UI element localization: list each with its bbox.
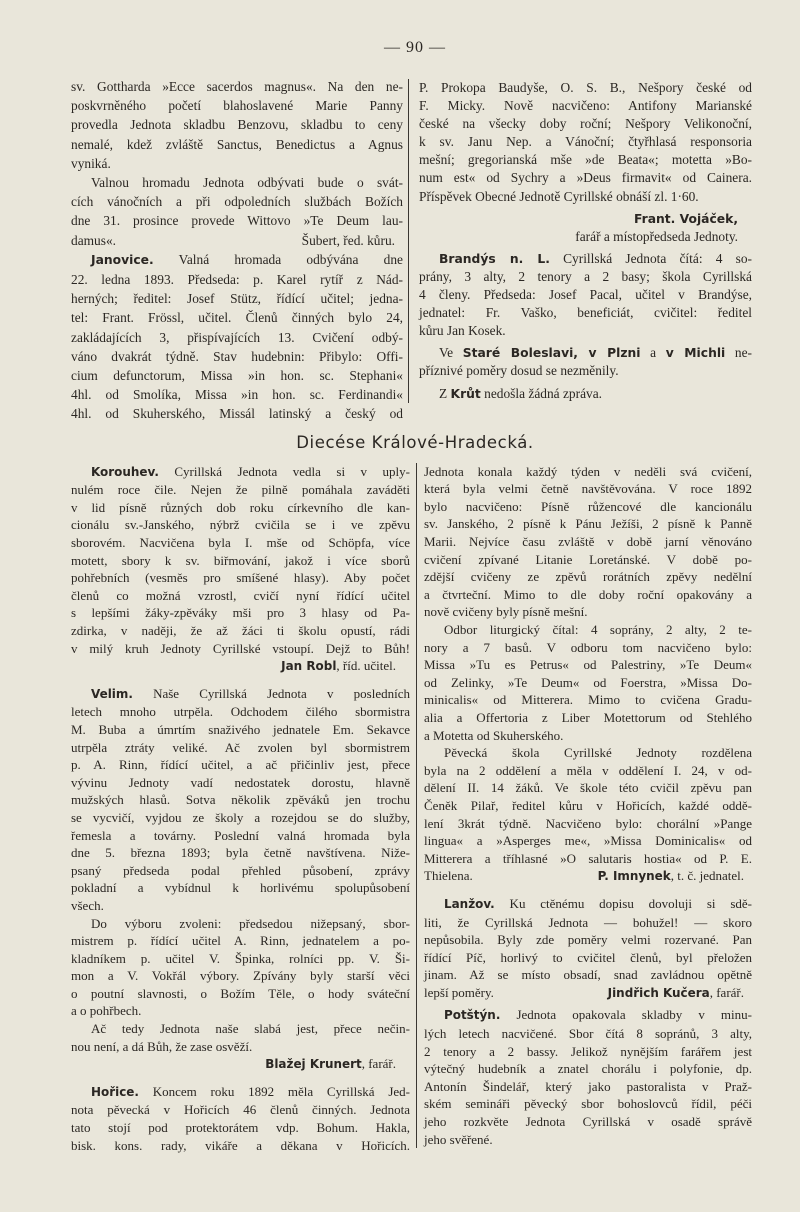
text-run: váno dvakrát týdně. Stav hudebnin: Přibylo: Offi- (71, 348, 403, 364)
signature (71, 657, 410, 676)
text-run: Missa »Tu es Petrus« od Palestriny, »Te Deum« (424, 657, 752, 673)
text-run: vyniká. (71, 155, 111, 171)
text-run: 4 členy. Předseda: Josef Pacal, učitel v Brandýse, (419, 287, 752, 303)
text-run: v lid písně různých dob roku církevního dle kan- (71, 499, 410, 515)
text-run: prány, 3 alty, 2 tenory a 2 basy; škola Cyrillská (419, 268, 752, 284)
text-run: mistrem p. řídící učitel A. Rinn, jednatelem a po- (71, 933, 410, 949)
diocese-heading: Diecése Králové-Hradecká. (296, 432, 534, 452)
text-line (71, 827, 410, 845)
text-line (71, 96, 403, 115)
text-run: 22. ledna 1893. Předseda: p. Karel rytíř z Nád- (71, 272, 403, 288)
top-section (71, 77, 752, 424)
text-run: sborovém. Nacvičena byla I. mše od Schöpfa, více (71, 535, 410, 551)
text-line (424, 463, 752, 481)
text-run: a o pohřbech. (71, 1003, 142, 1019)
text-line (71, 463, 410, 482)
text-run: Z (439, 385, 451, 401)
text-run: tel: Frant. Frössl, učitel. Členů činných bylo 24, (71, 310, 403, 326)
text-run: poskvrněného početí blahoslavené Marie Panny (71, 98, 403, 114)
text-line (71, 1038, 410, 1056)
text-line (424, 568, 752, 586)
text-line (424, 815, 752, 833)
text-line (424, 966, 752, 984)
text-line (71, 328, 403, 347)
text-run: bisk. kons. rady, vikáře a děkana v Hořicích. (71, 1137, 410, 1153)
text-run: psaný předseda podal přehled působení, zprávy (71, 862, 410, 878)
text-line (419, 344, 752, 362)
paragraph (71, 77, 403, 173)
text-run: nepůsobila. Byly zde poměry velmi rozervané. Pan (424, 932, 752, 948)
text-line (71, 640, 410, 658)
text-line (419, 115, 752, 133)
text-line (71, 862, 410, 880)
text-run: Čeněk Pilař, ředitel kůru v Hořicích, každé oddě- (424, 797, 752, 813)
text-line (71, 289, 403, 308)
text-run: mužských hlasů. Sotva několik zpěváků jen trochu (71, 792, 410, 808)
text-run: dne 5. března 1893; byla četně navštívena. Niže- (71, 845, 410, 861)
text-run: tato stojí pod protektorátem vdp. Bohum. Hakla, (71, 1120, 410, 1136)
paragraph (419, 79, 752, 206)
text-line (419, 169, 752, 187)
text-run: ském semináři pěvecký sbor bohoslovců řídil, péči (424, 1096, 752, 1112)
text-run: která byla velmi četně navštěvována. V roce 1892 (424, 481, 752, 497)
text-line (424, 603, 752, 621)
text-run: Ve (439, 345, 463, 361)
paragraph (71, 463, 410, 658)
text-line (71, 516, 410, 534)
text-run: nulém roce čile. Nejen že pilně pomáhala zaváděti (71, 482, 410, 498)
paragraph (71, 1020, 410, 1055)
text-line (424, 1113, 752, 1131)
text-run: Do výboru zvoleni: předsedou nižepsaný, sbor- (91, 915, 410, 931)
text-run: , t. č. jednatel. (670, 868, 744, 884)
text-line (71, 915, 410, 933)
text-run: jednatel: Fr. Vaško, beneficiát, cvičitel: ředitel (419, 305, 752, 321)
text-line (71, 703, 410, 721)
text-run: mešní; gregorianská mše »de Beata«; motetta »Bo- (419, 152, 752, 168)
text-run: lingua« a »Asperges me«, »Missa Dominicalis« od (424, 833, 752, 849)
text-line (71, 250, 403, 270)
text-line (419, 97, 752, 115)
text-run: kladníkem p. učitel V. Špinka, rolníci pp. V. Ši- (71, 950, 410, 966)
text-run: minicalis« od Mitterera. Mimo to cvičena Gradu- (424, 692, 752, 708)
text-line (419, 286, 752, 304)
paragraph (419, 344, 752, 380)
text-run: nově cvičeny byly písně mešní. (424, 604, 588, 620)
text-run: Valná hromada odbývána dne (153, 251, 403, 267)
text-run: a čtvrteční. Mimo to dle doby roční opakovány a (424, 586, 752, 602)
text-run: cích vánočních a při odpoledních službách Božích (71, 194, 403, 210)
text-run: dělení II. 14 žáků. Ve škole této cvičil zpěvu pan (424, 780, 752, 796)
text-line (71, 1020, 410, 1038)
text-line (71, 499, 410, 517)
text-run: Šubert, řed. kůru. (301, 232, 395, 248)
text-line (71, 192, 403, 211)
text-run: zdirka, v naději, že až žáci ti školu opustí, rádi (71, 623, 410, 638)
paragraph (71, 250, 403, 424)
text-run: a (640, 345, 666, 361)
text-line (71, 774, 410, 792)
text-line (424, 914, 752, 932)
text-run: v milý kruh Jednoty Cyrillské vstoupí. Dejž to Bůh! (71, 640, 410, 656)
signature (419, 210, 752, 246)
text-line (71, 1002, 410, 1020)
paragraph (71, 1083, 410, 1154)
text-line (71, 211, 403, 230)
text-run: alia a Offertoria z Liber Motettorum od Stehlého (424, 709, 752, 725)
text-line (424, 691, 752, 709)
text-run: Cyrillská Jednota čítá: 4 so- (549, 250, 752, 266)
text-run: lení 3krát týdně. Nacvičeno bylo: chorální »Pange (424, 815, 752, 831)
text-line (71, 173, 403, 192)
text-line (424, 727, 752, 745)
text-line (424, 656, 752, 674)
line-text (424, 984, 494, 1003)
text-line (424, 797, 752, 815)
signature (71, 1055, 410, 1074)
text-line (424, 1131, 752, 1149)
text-run: M. Buba a úmrtím snaživého jednatele Em. Sekavce (71, 721, 410, 737)
text-line (71, 932, 410, 950)
text-line (71, 622, 410, 640)
text-run: pohřebních (vesměs pro smíšené hlasy). Aby počet (71, 570, 410, 586)
text-run: řídící Píč, horlivý to cvičitel členů, byl přeložen (424, 949, 752, 965)
text-line (71, 897, 410, 915)
line-with-signature (424, 984, 752, 1003)
text-run: vývinu Jednoty vadí nedostatek dorostu, hlavně (71, 774, 410, 790)
text-line (71, 404, 403, 423)
text-run: byla na 2 oddělení a měla v oddělení I. 24, v od- (424, 762, 752, 778)
text-run: Cyrillská Jednota vedla si v uply- (158, 463, 410, 479)
text-line (71, 967, 410, 985)
text-run: mon a V. Vokřál výbory. Zpívány byly starší věci (71, 968, 410, 984)
bold-name: Potštýn. (444, 1008, 501, 1023)
text-run: sv. Gottharda »Ecce sacerdos magnus«. Na den ne- (71, 79, 403, 94)
text-run: Příspěvek Obecné Jednotě Cyrillské obnáší zl. 1·60. (419, 188, 699, 204)
text-line (419, 385, 752, 403)
top-left-column (71, 77, 408, 424)
text-run: zakládajících 3, přispívajících 13. Cvičení odbý- (71, 329, 403, 345)
text-run: Naše Cyrillská Jednota v posledních (132, 685, 410, 701)
text-line (71, 308, 403, 327)
text-line (424, 850, 752, 868)
text-line (71, 1101, 410, 1119)
bold-name: Korouhev. (91, 464, 159, 479)
text-line (419, 79, 752, 97)
text-line (71, 1119, 410, 1137)
text-run: Jednota opakovala skladby v minu- (500, 1007, 752, 1023)
text-line (424, 895, 752, 914)
text-line (424, 949, 752, 967)
text-line (71, 1137, 410, 1155)
signature (598, 867, 744, 886)
text-line (71, 879, 410, 897)
text-run: Odbor liturgický čítal: 4 soprány, 2 alty, 2 te- (444, 622, 752, 637)
text-line (71, 154, 403, 173)
text-run: 4hl. od Smolíka, Missa »in hon. sc. Ferdinandi« (71, 387, 403, 403)
text-run: výtečný hudebník a znatel chorálu i polyfonie, dp. (424, 1061, 752, 1077)
text-run: , farář. (709, 984, 744, 1000)
text-line (71, 115, 403, 134)
text-line (424, 480, 752, 498)
bold-name: Blažej Krunert (265, 1057, 362, 1072)
text-line (71, 1055, 410, 1074)
text-run: Antonín Šindelář, který jako pastoralista v Praž- (424, 1078, 752, 1094)
text-run: Koncem roku 1892 měla Cyrillská Jed- (138, 1083, 410, 1099)
paragraph (71, 685, 410, 915)
text-run: herných; ředitel: Josef Stütz, řídící učitel; jedna- (71, 291, 403, 307)
text-line (71, 657, 410, 676)
text-run: nemalé, kdež zvláště Sanctus, Benedictus a Agnus (71, 136, 403, 152)
text-line (419, 268, 752, 286)
bold-name: Frant. Vojáček, (634, 211, 738, 226)
text-run: nota pěvecká v Hořicích 46 členů činných. Jednota (71, 1102, 410, 1118)
paragraph (419, 385, 752, 403)
text-line (424, 931, 752, 949)
text-run: s lepšími žáky-zpěváky mši pro 3 hlasy od Pa- (71, 605, 410, 621)
text-line (424, 1060, 752, 1078)
text-line (419, 250, 752, 268)
line-text (424, 867, 473, 886)
paragraph (419, 250, 752, 340)
text-line (71, 77, 403, 96)
text-run: dne 31. prosince provede Wittovo »Te Deum lau- (71, 213, 403, 229)
text-line (424, 1043, 752, 1061)
text-line (71, 366, 403, 385)
bold-name: Jindřich Kučera (607, 985, 710, 1000)
text-line (71, 135, 403, 154)
text-run: lých letech nacvičené. Sbor čítá 8 sopránů, 3 alty, (424, 1026, 752, 1042)
text-line (424, 533, 752, 551)
top-right-column (408, 79, 752, 403)
signature (302, 231, 395, 250)
text-line (424, 586, 752, 604)
text-line (71, 481, 410, 499)
text-line (71, 604, 410, 622)
text-run: sv. Janského, 2 písně k Pánu Ježíši, 2 písně k Panně (424, 516, 752, 532)
text-line (71, 721, 410, 739)
text-line (424, 639, 752, 657)
line-text (71, 231, 116, 250)
paragraph (71, 173, 403, 250)
text-run: se vycvičí, vyjdou ze školy a rozejdou se do služby, (71, 809, 410, 825)
text-line (71, 347, 403, 366)
text-line (71, 552, 410, 570)
text-line (419, 322, 752, 340)
text-run: Mitterera a tříhlasné »O salutaris hostia« od P. E. (424, 850, 752, 866)
line-with-signature (424, 867, 752, 886)
text-run: Ku ctěnému dopisu dovoluji si sdě- (494, 895, 752, 911)
text-line (424, 832, 752, 850)
bold-name: v Michli (665, 346, 726, 361)
text-run: 4hl. od Skuherského, Missál latinský a český od (71, 406, 403, 422)
paragraph (424, 621, 752, 744)
text-line (71, 985, 410, 1003)
signature (608, 984, 744, 1003)
text-line (424, 1006, 752, 1025)
text-line (419, 133, 752, 151)
bottom-left-column (71, 463, 416, 1155)
text-run: Valnou hromadu Jednota odbývati bude o svát- (91, 175, 403, 191)
text-run: p. A. Rinn, řídící učitel, a ač přičinliv jest, přece (71, 757, 410, 773)
bold-name: P. Imnynek (597, 869, 671, 884)
text-line (424, 1078, 752, 1096)
text-run: num est« od Sychry a »Deus firmavit« od Cainera. (419, 170, 752, 186)
text-line (424, 779, 752, 797)
text-line (71, 685, 410, 704)
text-run: cvičení zpívané Litanie Loretánské. V době po- (424, 551, 752, 567)
text-run: F. Micky. Nově nacvičeno: Antifony Marianské (419, 98, 752, 114)
text-run: 2 tenory a 2 bassy. Jelikož nynějším farářem jest (424, 1043, 752, 1059)
text-run: příznivé poměry dosud se nezměnily. (419, 363, 619, 379)
text-line (424, 1025, 752, 1043)
text-line (424, 621, 752, 639)
text-line (419, 228, 752, 246)
text-line (71, 385, 403, 404)
text-line (71, 587, 410, 605)
text-run: české na všecky doby roční; Nešpory Velikonoční, (419, 116, 752, 132)
text-run: od Zelinky, »Te Deum« od Foerstra, »Missa Do- (424, 674, 752, 690)
text-run: nedošla žádná zpráva. (480, 385, 602, 401)
text-run: P. Prokopa Baudyše, O. S. B., Nešpory české od (419, 80, 752, 95)
text-run: jinam. Až se místo obsadí, snad zavládnou opětně (424, 967, 752, 983)
text-run: k sv. Janu Nep. a Vánoční; čtyřhlasá responsoria (419, 134, 752, 150)
text-run: o poutní slavnosti, o Božím Těle, o hody sváteční (71, 985, 410, 1001)
page-number: — 90 — (384, 39, 446, 56)
text-line (419, 188, 752, 206)
paragraph (424, 1006, 752, 1148)
text-line (424, 551, 752, 569)
bold-name: Jan Robl (281, 659, 337, 674)
text-run: pokladní a vybídnul k horlivému spolupůsobení (71, 880, 410, 896)
text-run: kůru Jan Kosek. (419, 323, 506, 339)
text-line (71, 809, 410, 827)
bold-name: Staré Boleslavi, v Plzni (462, 346, 641, 361)
text-line (424, 498, 752, 516)
text-run: letech mnoho utrpěla. Odchodem čilého sbormistra (71, 704, 410, 720)
text-run: všech. (71, 897, 104, 913)
text-line (424, 709, 752, 727)
text-line (419, 304, 752, 322)
text-line (424, 674, 752, 692)
text-run: Jednota konala každý týden v neděli svá cvičení, (424, 463, 752, 479)
text-run: motett, sbory k sv. biřmování, jakož i více sborů (71, 552, 410, 568)
text-run: jeho svěřené. (424, 1131, 493, 1147)
text-line (71, 791, 410, 809)
text-run: farář a místopředseda Jednoty. (575, 228, 738, 244)
text-run: jeho rozkvěte Jednota Cyrillská v osadě správě (424, 1114, 752, 1130)
text-line (71, 1083, 410, 1102)
text-run: a Motetta od Skuherského. (424, 727, 564, 743)
text-run: , farář. (361, 1056, 396, 1072)
text-line (424, 1095, 752, 1113)
text-line (71, 844, 410, 862)
text-line (419, 362, 752, 380)
text-run: cium defunctorum, Missa »in hon. sc. Stephani« (71, 368, 403, 384)
bold-name: Lanžov. (444, 896, 495, 911)
text-run: Marii. Nejvíce času zvláště v době jarní věnováno (424, 534, 752, 550)
text-line (71, 950, 410, 968)
paragraph (424, 895, 752, 1003)
text-run: , říd. učitel. (336, 658, 396, 674)
paragraph (424, 463, 752, 621)
bold-name: Velim. (91, 686, 133, 701)
text-run: řemesla a továrny. Poslední valná hromada byla (71, 827, 410, 843)
text-line (71, 270, 403, 289)
text-run: Pěvecká škola Cyrillské Jednoty rozdělena (444, 745, 752, 761)
text-run: Ač tedy Jednota naše slabá jest, přece nečin- (91, 1021, 410, 1037)
bold-name: Krůt (450, 386, 481, 401)
text-line (71, 534, 410, 552)
text-line (424, 762, 752, 780)
text-run: nou není, a dá Bůh, že zase osvěží. (71, 1038, 253, 1054)
bottom-right-column (416, 463, 752, 1149)
text-run: členů co možná vzrostl, cvičí nyní řídící učitel (71, 587, 410, 603)
text-run: bylo nacvičeno: Písně růžencové dle kancionálu (424, 498, 752, 514)
text-run: damus«. (71, 232, 117, 248)
paragraph (71, 915, 410, 1021)
text-run: zdější cvičeny ze zpěvů rorátních zpěvy nedělní (424, 569, 752, 585)
text-run: Thielena. (424, 868, 473, 884)
line-with-signature (71, 231, 403, 250)
paragraph (424, 744, 752, 886)
bold-name: Brandýs n. L. (439, 251, 550, 266)
text-line (419, 151, 752, 169)
text-run: utrpěla ztráty veliké. Ač zvolen byl sbormistrem (71, 739, 410, 755)
text-run: ne- (725, 345, 752, 361)
text-run: nory a 7 basů. V odboru tom nacvičeno bylo: (424, 639, 752, 655)
text-run: liti, že Cyrillská Jednota — bohužel! — skoro (424, 914, 752, 930)
text-line (71, 739, 410, 757)
text-run: lepší poměry. (424, 984, 494, 1000)
text-line (424, 744, 752, 762)
bold-name: Janovice. (91, 252, 154, 267)
text-run: provedla Jednota skladbu Benzovu, skladbu to ceny (71, 117, 403, 133)
text-line (71, 756, 410, 774)
bold-name: Hořice. (91, 1084, 139, 1099)
text-line (419, 210, 752, 228)
text-line (71, 569, 410, 587)
text-run: cionálu sv.-Janského, nýbrž cvičila se i ve zpěvu (71, 517, 410, 533)
bottom-section (71, 463, 752, 1155)
text-line (424, 515, 752, 533)
